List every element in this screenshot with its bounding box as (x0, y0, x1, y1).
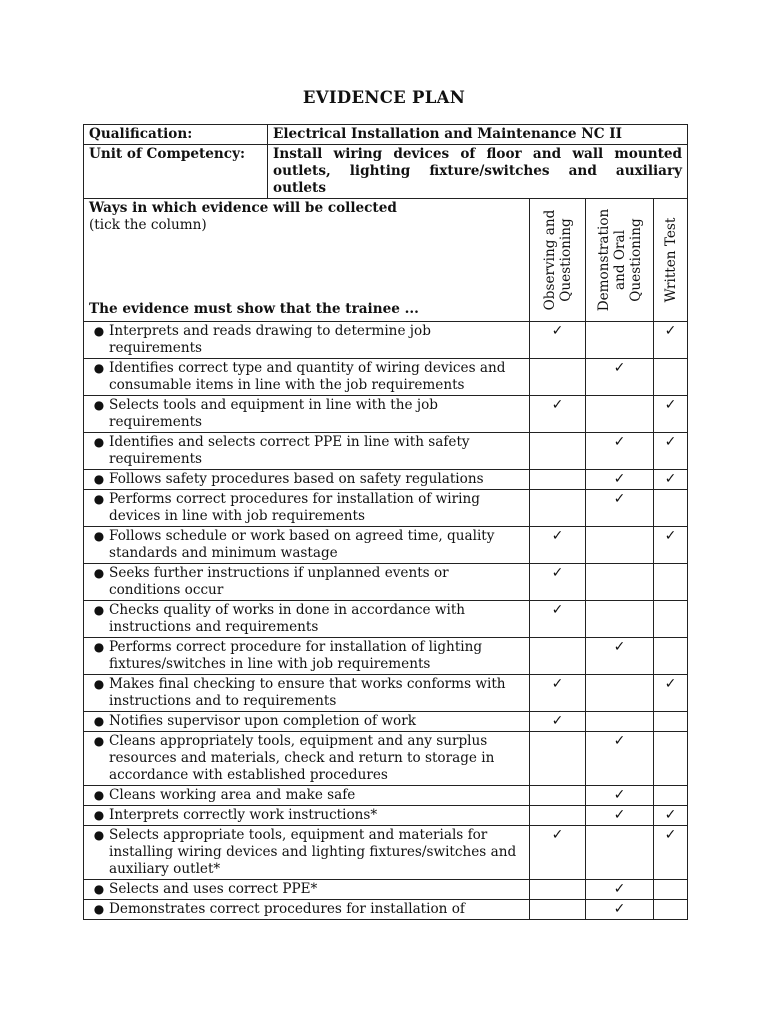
bullet-icon: ● (93, 714, 105, 728)
bullet-icon: ● (93, 677, 105, 691)
checkmark-icon: ✓ (551, 528, 564, 544)
bullet-icon: ● (93, 529, 105, 543)
bullet-icon: ● (93, 808, 105, 822)
checkmark-icon: ✓ (664, 528, 677, 544)
checkmark-icon: ✓ (551, 323, 564, 339)
checkmark-icon: ✓ (664, 676, 677, 692)
method-observing-line2: Questioning (557, 218, 574, 302)
tick-cell (654, 527, 688, 564)
method-observing (530, 199, 586, 322)
tick-cell (654, 880, 688, 900)
bullet-icon: ● (93, 398, 105, 412)
checkmark-icon: ✓ (551, 713, 564, 729)
tick-cell (654, 359, 688, 396)
criterion-text: Demonstrates correct procedures for installation of (109, 901, 465, 917)
criterion-cell (84, 433, 530, 470)
trainee-label: The evidence must show that the trainee ... (89, 301, 419, 317)
checkmark-icon: ✓ (664, 807, 677, 823)
tick-cell (530, 732, 586, 786)
checkmark-icon: ✓ (613, 491, 626, 507)
bullet-icon: ● (93, 566, 105, 580)
tick-cell (654, 638, 688, 675)
tick-cell (530, 564, 586, 601)
bullet-icon: ● (93, 828, 105, 842)
bullet-icon: ● (93, 324, 105, 338)
criterion-cell (84, 900, 530, 920)
tick-cell (530, 359, 586, 396)
criterion-row (84, 564, 688, 601)
method-written-test (654, 199, 688, 322)
tick-cell (654, 732, 688, 786)
tick-cell (586, 359, 654, 396)
bullet-icon: ● (93, 882, 105, 896)
method-observing-line1: Observing and (541, 209, 558, 311)
bullet-icon: ● (93, 640, 105, 654)
tick-cell (586, 433, 654, 470)
checkmark-icon: ✓ (664, 434, 677, 450)
tick-cell (654, 322, 688, 359)
criterion-text: Cleans working area and make safe (109, 787, 356, 803)
qualification-label: Qualification: (84, 125, 268, 145)
tick-cell (654, 826, 688, 880)
tick-cell (530, 826, 586, 880)
criterion-cell (84, 638, 530, 675)
checkmark-icon: ✓ (613, 360, 626, 376)
criterion-cell (84, 470, 530, 490)
unit-row (84, 145, 688, 199)
criterion-text: Makes final checking to ensure that works conforms with instructions and to requirements (109, 676, 506, 709)
tick-cell (654, 396, 688, 433)
tick-cell (654, 601, 688, 638)
criterion-text: Interprets correctly work instructions* (109, 807, 378, 823)
criterion-row (84, 433, 688, 470)
criterion-text: Follows safety procedures based on safety regulations (109, 471, 484, 487)
qualification-row (84, 125, 688, 145)
tick-cell (530, 880, 586, 900)
tick-cell (586, 564, 654, 601)
tick-cell (586, 322, 654, 359)
criterion-text: Identifies correct type and quantity of wiring devices and consumable items in line with the job requirements (109, 360, 506, 393)
bullet-icon: ● (93, 472, 105, 486)
criterion-text: Selects tools and equipment in line with the job requirements (109, 397, 438, 430)
criterion-text: Interprets and reads drawing to determine job requirements (109, 323, 431, 356)
ways-note: (tick the column) (89, 217, 207, 233)
tick-cell (586, 601, 654, 638)
criterion-text: Seeks further instructions if unplanned events or conditions occur (109, 565, 449, 598)
ways-header (84, 199, 530, 322)
criterion-row (84, 601, 688, 638)
criterion-text: Checks quality of works in done in accordance with instructions and requirements (109, 602, 466, 635)
method-demonstration (586, 199, 654, 322)
checkmark-icon: ✓ (664, 397, 677, 413)
tick-cell (530, 712, 586, 732)
tick-cell (530, 601, 586, 638)
unit-value: Install wiring devices of floor and wall mounted outlets, lighting fixture/switches and auxiliary outlets (268, 145, 688, 199)
criterion-cell (84, 826, 530, 880)
unit-label: Unit of Competency: (84, 145, 268, 199)
tick-cell (530, 675, 586, 712)
checkmark-icon: ✓ (664, 471, 677, 487)
criterion-cell (84, 806, 530, 826)
tick-cell (586, 396, 654, 433)
tick-cell (586, 732, 654, 786)
criterion-cell (84, 712, 530, 732)
tick-cell (530, 527, 586, 564)
checkmark-icon: ✓ (613, 807, 626, 823)
criterion-text: Performs correct procedures for installation of wiring devices in line with job requirements (109, 491, 480, 524)
tick-cell (654, 675, 688, 712)
criterion-row (84, 470, 688, 490)
tick-cell (586, 638, 654, 675)
checkmark-icon: ✓ (551, 827, 564, 843)
ways-title: Ways in which evidence will be collected (89, 200, 397, 216)
bullet-icon: ● (93, 361, 105, 375)
bullet-icon: ● (93, 734, 105, 748)
criterion-cell (84, 527, 530, 564)
tick-cell (530, 433, 586, 470)
tick-cell (530, 638, 586, 675)
bullet-icon: ● (93, 603, 105, 617)
tick-cell (530, 490, 586, 527)
criterion-row (84, 490, 688, 527)
criterion-cell (84, 322, 530, 359)
tick-cell (586, 712, 654, 732)
checkmark-icon: ✓ (664, 827, 677, 843)
criterion-cell (84, 564, 530, 601)
tick-cell (654, 490, 688, 527)
criterion-row (84, 359, 688, 396)
criterion-text: Cleans appropriately tools, equipment and any surplus resources and materials, check and return to storage in accordance with established procedures (109, 733, 495, 783)
tick-cell (654, 712, 688, 732)
tick-cell (654, 900, 688, 920)
criterion-text: Selects and uses correct PPE* (109, 881, 318, 897)
criterion-cell (84, 601, 530, 638)
criterion-cell (84, 880, 530, 900)
tick-cell (586, 806, 654, 826)
bullet-icon: ● (93, 435, 105, 449)
tick-cell (530, 786, 586, 806)
criterion-text: Performs correct procedure for installation of lighting fixtures/switches in line with job requirements (109, 639, 483, 672)
criterion-cell (84, 786, 530, 806)
tick-cell (654, 786, 688, 806)
bullet-icon: ● (93, 492, 105, 506)
checkmark-icon: ✓ (613, 639, 626, 655)
tick-cell (586, 900, 654, 920)
evidence-plan-table (83, 124, 688, 920)
tick-cell (530, 396, 586, 433)
tick-cell (586, 786, 654, 806)
criterion-row (84, 638, 688, 675)
criterion-cell (84, 675, 530, 712)
criterion-row (84, 712, 688, 732)
tick-cell (530, 900, 586, 920)
criterion-cell (84, 732, 530, 786)
tick-cell (530, 322, 586, 359)
tick-cell (530, 470, 586, 490)
method-demonstration-line3: Questioning (627, 218, 644, 302)
criterion-row (84, 527, 688, 564)
criterion-row (84, 732, 688, 786)
criterion-row (84, 826, 688, 880)
checkmark-icon: ✓ (613, 901, 626, 917)
tick-cell (586, 490, 654, 527)
checkmark-icon: ✓ (551, 676, 564, 692)
criterion-row (84, 322, 688, 359)
criterion-cell (84, 359, 530, 396)
page-title: EVIDENCE PLAN (302, 88, 466, 107)
bullet-icon: ● (93, 902, 105, 916)
tick-cell (586, 675, 654, 712)
qualification-value: Electrical Installation and Maintenance NC II (268, 125, 688, 145)
tick-cell (654, 806, 688, 826)
checkmark-icon: ✓ (664, 323, 677, 339)
checkmark-icon: ✓ (551, 565, 564, 581)
criterion-row (84, 806, 688, 826)
tick-cell (530, 806, 586, 826)
tick-cell (586, 880, 654, 900)
checkmark-icon: ✓ (551, 602, 564, 618)
method-written-test-line1: Written Test (662, 217, 679, 303)
checkmark-icon: ✓ (613, 434, 626, 450)
method-demonstration-line1: Demonstration (595, 208, 612, 312)
tick-cell (586, 527, 654, 564)
criterion-text: Identifies and selects correct PPE in line with safety requirements (109, 434, 470, 467)
criterion-text: Notifies supervisor upon completion of work (109, 713, 416, 729)
checkmark-icon: ✓ (551, 397, 564, 413)
checkmark-icon: ✓ (613, 881, 626, 897)
criterion-row (84, 880, 688, 900)
checkmark-icon: ✓ (613, 471, 626, 487)
criterion-row (84, 675, 688, 712)
criterion-text: Selects appropriate tools, equipment and materials for installing wiring devices and lighting fixtures/switches and auxiliary outlet* (109, 827, 517, 877)
tick-cell (586, 470, 654, 490)
criterion-cell (84, 490, 530, 527)
criterion-row (84, 396, 688, 433)
ways-header-row (84, 199, 688, 322)
tick-cell (654, 564, 688, 601)
tick-cell (654, 433, 688, 470)
criterion-row (84, 786, 688, 806)
bullet-icon: ● (93, 788, 105, 802)
criterion-row (84, 900, 688, 920)
checkmark-icon: ✓ (613, 733, 626, 749)
tick-cell (586, 826, 654, 880)
criterion-cell (84, 396, 530, 433)
method-demonstration-line2: and Oral (611, 230, 628, 290)
tick-cell (654, 470, 688, 490)
checkmark-icon: ✓ (613, 787, 626, 803)
criterion-text: Follows schedule or work based on agreed time, quality standards and minimum wastage (109, 528, 495, 561)
